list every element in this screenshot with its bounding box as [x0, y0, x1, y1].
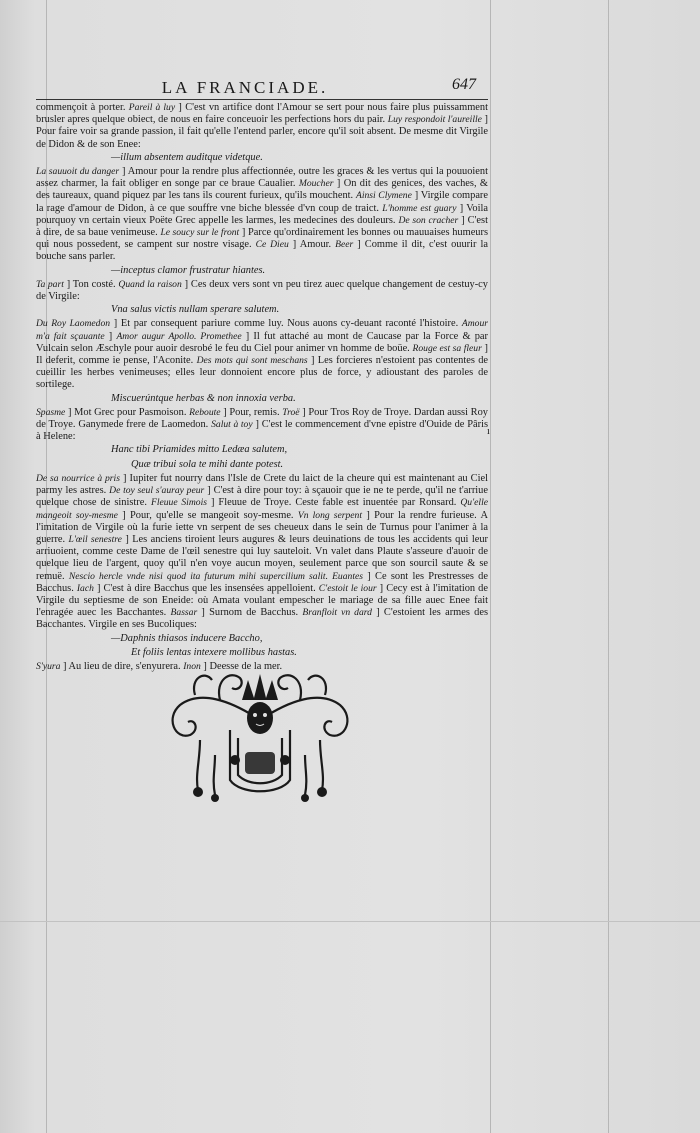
gloss-text: ] Amour pour la rendre plus affectionnée, outre les graces & les vertus qui la pouuoient assez charmer, la fait obliger en songe par ce braue Caualier.: [36, 166, 488, 190]
gloss-text: ] Les forcieres n'estoient pas contentes de cueillir les herbes venimeuses; elles leur donnoient encore plus de force, y adioustant des paroles de sortilege.: [36, 355, 488, 391]
lemma-text: Reboute: [189, 406, 221, 418]
commentary-paragraph: [36, 279, 488, 303]
lemma-text: Beer: [335, 239, 354, 251]
gloss-text: ] Les anciens tiroient leurs augures & leurs deuinations de tous les accidents qui leur arriuoient, comme ceste Dame de l'œil senestre qui luy sauteloit. Vn valet dans Plaute s'asseure d'auoir de quelque lieu de l'argent, quoy qu'il n'en voye aucun moyen, seulement parce que son sourcil saute & se remuë.: [36, 533, 488, 582]
gloss-text: ] C'est à dire Bacchus que les insensées appelloient.: [93, 582, 319, 594]
gloss-text: ] Ces deux vers sont vn peu tirez auec quelque changement de cestuy-cy de Virgile:: [36, 278, 488, 303]
scan-guide-line: [490, 0, 491, 1133]
lemma-text: Vn long serpent: [297, 509, 363, 521]
latin-quotation: [36, 647, 488, 659]
header-rule: [36, 99, 488, 100]
latin-quotation: [36, 265, 488, 277]
margin-mark: ı: [487, 426, 490, 437]
latin-quotation: [36, 304, 488, 316]
gloss-text: commençoit à porter.: [36, 102, 129, 113]
commentary-paragraph: [36, 473, 488, 632]
quotation-text: Quæ tribui sola te mihi dante potest.: [131, 458, 284, 470]
gloss-text: ] Pour, remis.: [220, 406, 283, 418]
lemma-text: De sa nourrice à pris: [36, 472, 120, 484]
gloss-text: ] Cecy est à l'imitation de Virgile du septiesme de son Eneide: où Amata voulant empescher le mariage de sa fille auec Enee fait l'enragée auec les Bacchantes.: [36, 582, 488, 619]
lemma-text: Spasme: [36, 406, 66, 418]
gloss-text: ] Pour Tros Roy de Troye. Dardan aussi Roy de Troye. Ganymede frere de Laomedon.: [36, 406, 488, 431]
lemma-text: Ainsi Clymene: [355, 190, 412, 202]
commentary-paragraph: [36, 407, 488, 444]
quotation-text: Miscuerúntque herbas & non innoxia verba.: [111, 392, 296, 404]
gloss-text: ] C'est à dire pour toy: à sçauoir que ie ne te perde, qu'il ne t'arriue quelque chose de sinistre.: [36, 485, 488, 509]
gloss-text: ] Parce qu'ordinairement les bonnes ou mauuaises humeurs qui nous possedent, se campent sur nostre visage.: [36, 227, 489, 251]
commentary-paragraph: [36, 318, 488, 391]
lemma-text: Nescio hercle vnde nisi quod ita futurum mihi supercilium salit. Euantes: [68, 570, 363, 582]
gloss-text: ] Et par consequent pariure comme luy. Nous auons cy-deuant raconté l'histoire.: [110, 318, 462, 330]
lemma-text: Ta part: [36, 278, 64, 290]
gloss-text: ] C'est à dire, de sa baue venimeuse.: [36, 214, 488, 239]
lemma-text: De toy seul s'auray peur: [109, 485, 205, 497]
lemma-text: Des mots qui sont meschans: [196, 355, 308, 367]
page-number: 647: [452, 76, 476, 93]
lemma-text: La sauuoit du danger: [36, 166, 120, 178]
gloss-text: ] Comme il dit, c'est ouurir la bouche sans parler.: [36, 239, 488, 263]
gloss-text: ] Pour faire voir sa grande passion, il fait qu'elle l'entend parler, encore qu'il soit absent. De mesme dit Virgile de Didon & de son Enee:: [36, 114, 488, 150]
commentary-paragraph: [36, 166, 488, 264]
latin-quotation: [36, 459, 488, 471]
ornament-cul-de-lampe: [160, 660, 360, 810]
gloss-text: ] Pour, qu'elle se mangeoit soy-mesme.: [117, 509, 298, 521]
lemma-text: Quand la raison: [118, 278, 182, 290]
gloss-text: ] Iupiter fut nourry dans l'Isle de Crete du laict de la cheure qui est maintenant au Ciel parmy les astres.: [36, 472, 489, 497]
gloss-text: ] Voila pourquoy vn certain vieux Poëte Grec appelle les larmes, les medecines des douleurs.: [36, 202, 488, 226]
gloss-text: ] Au lieu de dire, s'enyurera.: [60, 660, 184, 672]
lemma-text: Le soucy sur le front: [160, 227, 240, 239]
lemma-text: Ce Dieu: [255, 239, 289, 251]
lemma-text: L'homme est guary: [382, 202, 457, 214]
quotation-text: Et foliis lentas intexere mollibus hastas.: [131, 646, 297, 658]
gloss-text: ] Deesse de la mer.: [200, 660, 283, 672]
latin-quotation: [36, 633, 488, 645]
gloss-text: ] On dit des genices, des vaches, & des taureaux, quand piquez par les tans ils courent furieux, qu'ils mouchent.: [36, 178, 488, 202]
scan-guide-line: [0, 921, 700, 922]
gloss-text: ] Il fut attaché au mont de Caucase par la Force & par Vulcain selon Æschyle pour auoir desrobé le feu du Ciel pour animer vn homme de boüe.: [36, 330, 488, 354]
commentary-text: [36, 102, 488, 673]
gloss-text: ] Mot Grec pour Pasmoison.: [65, 406, 190, 418]
gloss-text: ] Surnom de Bacchus.: [197, 607, 303, 619]
quotation-text: —Daphnis thiasos inducere Baccho,: [111, 632, 263, 644]
gloss-text: ] Ton costé.: [63, 278, 119, 290]
gloss-text: ]: [104, 330, 117, 342]
lemma-text: Fleuue Simois: [150, 497, 207, 509]
lemma-text: Bassar: [170, 607, 198, 619]
lemma-text: Iach: [76, 582, 94, 594]
lemma-text: Du Roy Laomedon: [36, 318, 111, 330]
lemma-text: Qu'elle mangeoit soy-mesme: [36, 497, 488, 521]
gloss-text: ] Ce sont les Prestresses de Bacchus.: [36, 570, 488, 594]
commentary-paragraph: [36, 102, 488, 151]
quotation-text: Hanc tibi Priamides mitto Ledæa salutem,: [111, 444, 288, 456]
lemma-text: S'yura: [36, 660, 61, 672]
lemma-text: Inon: [183, 660, 201, 672]
latin-quotation: [36, 152, 488, 164]
gloss-text: ] Il deferit, comme ie pense, l'Aconite.: [36, 342, 488, 367]
lemma-text: L'œil senestre: [68, 533, 122, 545]
lemma-text: Amour m'a fait sçauante: [36, 318, 488, 342]
lemma-text: Rouge est sa fleur: [412, 342, 482, 354]
latin-quotation: [36, 444, 488, 456]
gloss-text: ] Amour.: [288, 239, 336, 251]
lemma-text: Troë: [282, 406, 300, 418]
lemma-text: Luy respondoit l'aureille: [387, 114, 482, 126]
quotation-text: Vna salus victis nullam sperare salutem.: [111, 304, 280, 316]
quotation-text: —inceptus clamor frustratur hiantes.: [111, 264, 266, 276]
lemma-text: C'estoit le iour: [318, 582, 377, 594]
lemma-text: Branfloit vn dard: [302, 607, 372, 619]
lemma-text: De son cracher: [398, 214, 459, 226]
scan-guide-line: [608, 0, 609, 1133]
gloss-text: ] Fleuue de Troye. Ceste fable est inuentée par Ronsard.: [206, 497, 461, 509]
running-head: LA FRANCIADE.: [161, 78, 329, 97]
latin-quotation: [36, 393, 488, 405]
lemma-text: Salut à toy: [211, 419, 253, 431]
gloss-text: ] C'est vn artifice dont l'Amour se sert pour nous faire plus puissamment brusler apres quelque obiect, de nous en faire conceuoir les perfections hors du pair.: [36, 102, 488, 126]
gloss-text: ] C'estoient les armes des Bacchantes. Virgile en ses Bucoliques:: [36, 607, 488, 631]
gloss-text: ] Pour la rendre furieuse. A l'imitation de Virgile où la furie iette vn serpent de ses cheueux dans le sein de Turnus pour l'animer à la guerre.: [36, 509, 488, 545]
lemma-text: Amor augur Apollo. Promethee: [116, 330, 242, 342]
gloss-text: ] Virgile compare la rage d'amour de Didon, à ce que souffre vne biche blessée d'vn coup de traict.: [36, 190, 489, 214]
lemma-text: Pareil à luy: [128, 102, 176, 113]
gloss-text: ] C'est le commencement d'vne epistre d'Ouide de Pâris à Helene:: [36, 419, 489, 443]
lemma-text: Moucher: [298, 178, 334, 190]
quotation-text: —illum absentem auditque videtque.: [111, 151, 263, 163]
